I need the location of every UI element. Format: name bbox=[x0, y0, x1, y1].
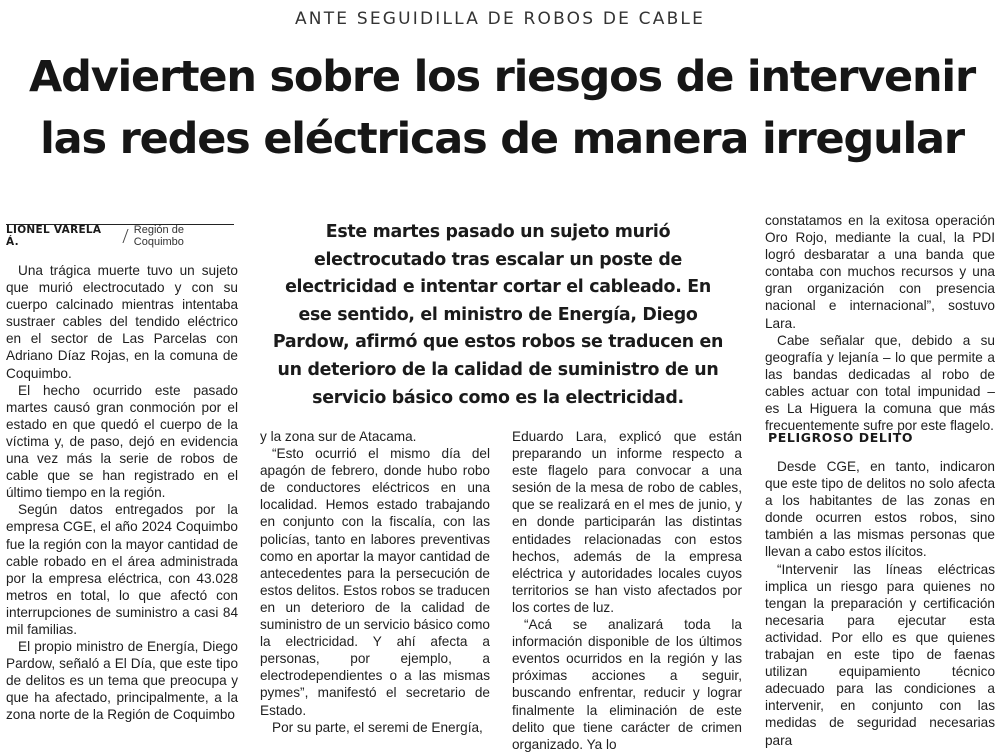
column-3 bbox=[512, 428, 742, 753]
headline-line-1: Advierten sobre los riesgos de intervenir bbox=[29, 52, 975, 102]
paragraph: Una trágica muerte tuvo un sujeto que murió electrocutado y con su cuerpo calcinado mientras intentaba sustraer cables del tendido eléctrico en el sector de Las Parcelas con Adriano Díaz Rojas, en la comuna de Coquimbo. bbox=[6, 263, 238, 381]
paragraph: constatamos en la exitosa operación Oro Rojo, mediante la cual, la PDI logró desbaratar a una banda que contaba con muchos recursos y una gran organización con presencia nacional e internacional”, sostuvo Lara. bbox=[765, 213, 995, 331]
column-4 bbox=[765, 212, 995, 434]
paragraph: y la zona sur de Atacama. bbox=[260, 429, 417, 444]
paragraph: “Esto ocurrió el mismo día del apagón de febrero, donde hubo robo de conductores eléctricos en una localidad. Hemos estado trabajando en conjunto con la fiscalía, con las policías, tanto en labores preventivas como en aportar la mayor cantidad de antecedentes para la persecución de estos delitos. Estos robos se traducen en un deterioro de la calidad de suministro de un servicio básico como la electricidad. Y ahí afecta a personas, por ejemplo, a electrodependientes o a las mismas pymes”, manifestó el secretario de Estado. bbox=[260, 446, 490, 718]
kicker: ANTE SEGUIDILLA DE ROBOS DE CABLE bbox=[294, 9, 706, 29]
paragraph: Cabe señalar que, debido a su geografía y lejanía – lo que permite a las bandas dedicadas al robo de cables actuar con total impunidad – es La Higuera la comuna que más frecuentemente sufre por este flagelo. bbox=[765, 332, 995, 434]
headline-line-2: las redes eléctricas de manera irregular bbox=[40, 114, 964, 164]
author-name: LIONEL VARELA Á. bbox=[6, 224, 102, 248]
column-2 bbox=[260, 428, 490, 736]
paragraph: El hecho ocurrido este pasado martes causó gran conmoción por el estado en que quedó el cuerpo de la víctima y, de paso, dejó en evidencia una vez más la serie de robos de cable que se han registrado en el último tiempo en la región. bbox=[6, 382, 238, 501]
paragraph: El propio ministro de Energía, Diego Pardow, señaló a El Día, que este tipo de delitos es un tema que preocupa y que ha afectado, principalmente, a la zona norte de la Región de Coquimbo bbox=[6, 639, 238, 723]
paragraph: Según datos entregados por la empresa CGE, el año 2024 Coquimbo fue la región con la mayor cantidad de cable robado en el área administrada por la empresa eléctrica, con 43.028 metros en total, lo que afectó con interrupciones de suministro a casi 84 mil familias. bbox=[6, 502, 238, 637]
author-region: Región de Coquimbo bbox=[133, 224, 184, 248]
headline bbox=[12, 46, 992, 170]
paragraph: Desde CGE, en tanto, indicaron que este tipo de delitos no solo afecta a los habitantes de las zonas en donde ocurren estos robos, sino también a las mismas personas que llevan a cabo estos ilícitos. bbox=[765, 459, 995, 560]
byline bbox=[6, 224, 234, 247]
lead-paragraph: Este martes pasado un sujeto murió electrocutado tras escalar un poste de electricidad e intentar cortar el cableado. En ese sentido, el ministro de Energía, Diego Pardow, afirmó que estos robos se traducen en un deterioro de la calidad de suministro de un servicio básico como es la electricidad. bbox=[272, 222, 724, 408]
byline-divider bbox=[122, 229, 128, 243]
paragraph: Eduardo Lara, explicó que están preparando un informe respecto a este flagelo para convocar a una sesión de la mesa de robo de cables, que se realizará en el mes de junio, y en donde participarán las distintas entidades relacionadas con estos hechos, además de la empresa eléctrica y autoridades locales cuyos territorios se han visto afectados por los cortes de luz. bbox=[512, 429, 742, 615]
paragraph: Por su parte, el seremi de Energía, bbox=[272, 719, 483, 735]
column-1 bbox=[6, 262, 238, 724]
section-subhead: PELIGROSO DELITO bbox=[768, 430, 914, 445]
paragraph: “Acá se analizará toda la información disponible de los últimos eventos ocurridos en la región y las próximas acciones a seguir, buscando enfrentar, reducir y lograr finalmente la eliminación de este delito que tiene carácter de crimen organizado. Ya lo bbox=[512, 617, 742, 752]
paragraph: “Intervenir las líneas eléctricas implica un riesgo para quienes no tengan la preparación y certificación necesaria para ejecutar esta actividad. Por ello es que quienes trabajan en este tipo de faenas utilizan equipamiento técnico adecuado para las condiciones a intervenir, en conjunto con las medidas de seguridad necesarias para bbox=[765, 561, 995, 748]
column-4-section bbox=[765, 458, 995, 749]
